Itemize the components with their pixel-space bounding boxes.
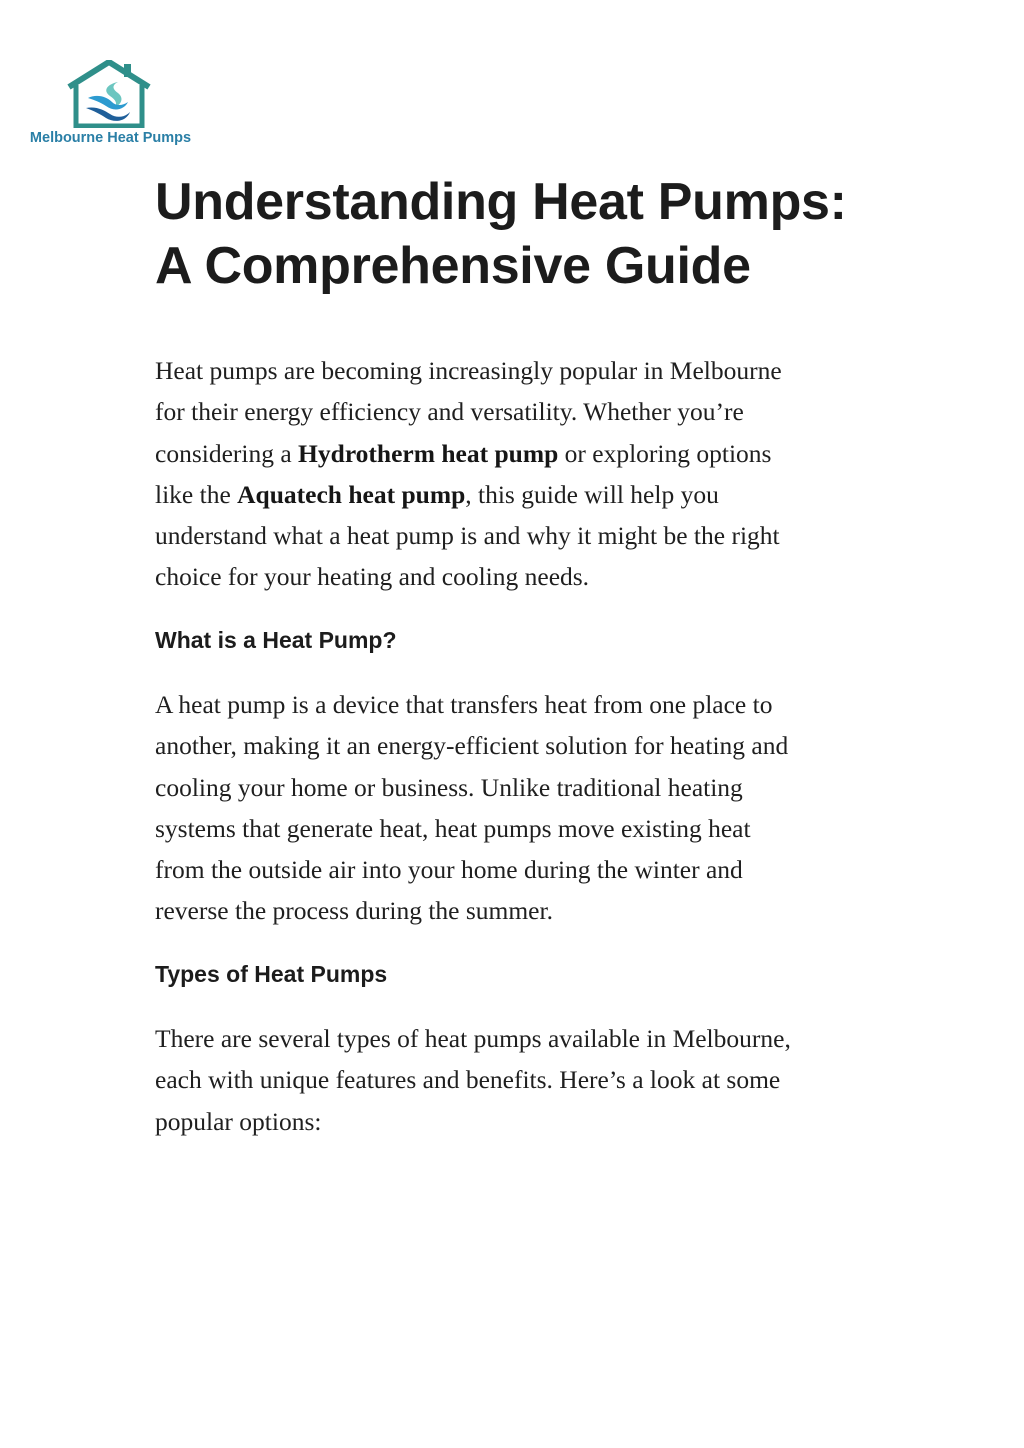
- page-title: [155, 170, 885, 298]
- section-heading-what-is: What is a Heat Pump?: [155, 627, 397, 653]
- types-paragraph: [155, 1018, 791, 1142]
- intro-line-5: understand what a heat pump is and why it might be the right: [155, 521, 780, 551]
- paragraph-line: reverse the process during the summer.: [155, 896, 553, 926]
- intro-text: considering a: [155, 438, 299, 468]
- intro-line-3: [155, 433, 782, 474]
- intro-text: , this guide will help you: [465, 479, 719, 509]
- paragraph-line: systems that generate heat, heat pumps move existing heat: [155, 813, 751, 843]
- brand-logo: [18, 58, 203, 150]
- what-is-paragraph: [155, 684, 788, 932]
- paragraph-line: from the outside air into your home during the winter and: [155, 855, 743, 885]
- house-wave-icon: [66, 60, 152, 128]
- paragraph-line: A heat pump is a device that transfers heat from one place to: [155, 690, 773, 719]
- title-line-1: Understanding Heat Pumps:: [155, 173, 847, 231]
- intro-line-2: for their energy efficiency and versatility. Whether you’re: [155, 397, 744, 427]
- intro-line-1: Heat pumps are becoming increasingly popular in Melbourne: [155, 356, 782, 385]
- article-body: [155, 170, 885, 1136]
- intro-text: or exploring options: [558, 438, 772, 468]
- paragraph-line: each with unique features and benefits. Here’s a look at some: [155, 1065, 781, 1095]
- brand-name: Melbourne Heat Pumps: [29, 130, 192, 146]
- paragraph-line: cooling your home or business. Unlike traditional heating: [155, 772, 743, 802]
- intro-text: like the: [155, 479, 238, 509]
- intro-line-4: [155, 474, 782, 515]
- section-heading-types: Types of Heat Pumps: [155, 961, 388, 987]
- title-line-2: A Comprehensive Guide: [155, 237, 751, 295]
- paragraph-line: There are several types of heat pumps available in Melbourne,: [155, 1024, 791, 1053]
- paragraph-line: another, making it an energy-efficient solution for heating and: [155, 731, 789, 761]
- paragraph-line: popular options:: [155, 1106, 322, 1136]
- aquatech-keyword: Aquatech heat pump: [237, 479, 466, 509]
- hydrotherm-keyword: Hydrotherm heat pump: [298, 438, 559, 468]
- intro-line-6: choice for your heating and cooling needs.: [155, 562, 590, 592]
- intro-paragraph: [155, 350, 782, 598]
